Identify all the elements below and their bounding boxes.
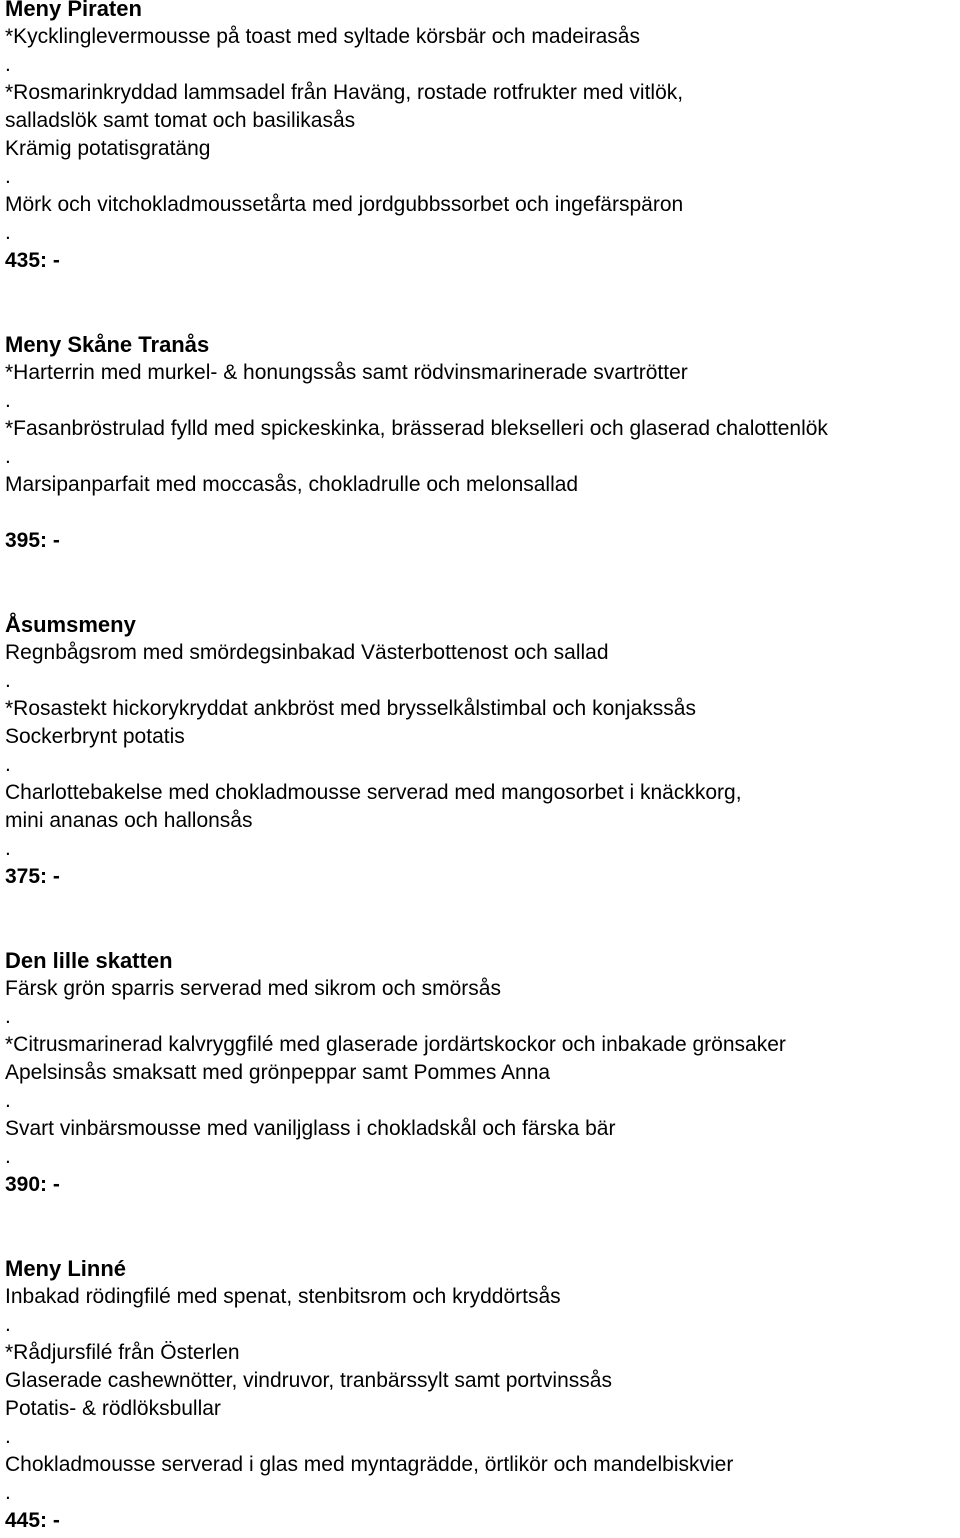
menu-separator: . [5, 1145, 11, 1168]
menu-line: Potatis- & rödlöksbullar [5, 1397, 221, 1420]
menu-line: Inbakad rödingfilé med spenat, stenbitsrom och kryddörtsås [5, 1285, 561, 1308]
menu-price: 445: - [5, 1509, 60, 1532]
menu-line: Regnbågsrom med smördegsinbakad Västerbottenost och sallad [5, 641, 609, 664]
menu-line: *Rosmarinkryddad lammsadel från Haväng, rostade rotfrukter med vitlök, [5, 81, 684, 104]
menu-title: Meny Skåne Tranås [5, 332, 210, 357]
menu-separator: . [5, 389, 11, 412]
menu-line: Krämig potatisgratäng [5, 137, 211, 160]
menu-separator: . [5, 669, 11, 692]
menu-price: 395: - [5, 529, 60, 552]
menu-line: *Fasanbröstrulad fylld med spickeskinka, brässerad blekselleri och glaserad chalottenlök [5, 417, 828, 440]
menu-line: Svart vinbärsmousse med vaniljglass i chokladskål och färska bär [5, 1117, 616, 1140]
menu-separator: . [5, 445, 11, 468]
menu-price: 390: - [5, 1173, 60, 1196]
menu-line: Apelsinsås smaksatt med grönpeppar samt Pommes Anna [5, 1061, 551, 1084]
menu-separator: . [5, 53, 11, 76]
menu-line: Chokladmousse serverad i glas med myntagrädde, örtlikör och mandelbiskvier [5, 1453, 734, 1476]
menu-line: Charlottebakelse med chokladmousse serverad med mangosorbet i knäckkorg, [5, 781, 742, 804]
menu-line: *Kycklinglevermousse på toast med syltade körsbär och madeirasås [5, 25, 640, 48]
menu-line: *Rosastekt hickorykryddat ankbröst med brysselkålstimbal och konjakssås [5, 697, 696, 720]
menu-price: 435: - [5, 249, 60, 272]
menu-title: Meny Linné [5, 1256, 127, 1281]
menu-line: *Harterrin med murkel- & honungssås samt rödvinsmarinerade svartrötter [5, 361, 688, 384]
menu-line: Sockerbrynt potatis [5, 725, 185, 748]
menu-separator: . [5, 221, 11, 244]
menu-line: *Rådjursfilé från Österlen [5, 1341, 240, 1364]
menu-separator: . [5, 1089, 11, 1112]
menu-separator: . [5, 837, 11, 860]
menu-line: Glaserade cashewnötter, vindruvor, tranbärssylt samt portvinssås [5, 1369, 612, 1392]
menu-line: Marsipanparfait med moccasås, chokladrulle och melonsallad [5, 473, 579, 496]
menu-section-piraten [5, 0, 955, 331]
menu-title: Meny Piraten [5, 0, 142, 21]
menu-price: 375: - [5, 865, 60, 888]
menu-section-den-lille-skatten [5, 947, 955, 1255]
menu-line: *Citrusmarinerad kalvryggfilé med glaserade jordärtskockor och inbakade grönsaker [5, 1033, 786, 1056]
menu-title: Åsumsmeny [5, 612, 136, 637]
menu-title: Den lille skatten [5, 948, 173, 973]
menu-section-asumsmeny [5, 611, 955, 947]
menu-line: mini ananas och hallonsås [5, 809, 253, 832]
menu-section-linne [5, 1255, 955, 1535]
menu-separator: . [5, 1313, 11, 1336]
menu-line: Färsk grön sparris serverad med sikrom och smörsås [5, 977, 501, 1000]
menu-section-skane-tranas [5, 331, 955, 611]
menu-separator: . [5, 1425, 11, 1448]
menu-separator: . [5, 1005, 11, 1028]
menu-separator: . [5, 165, 11, 188]
menu-separator: . [5, 1481, 11, 1504]
menu-line: Mörk och vitchokladmoussetårta med jordgubbssorbet och ingefärspäron [5, 193, 684, 216]
menu-separator: . [5, 753, 11, 776]
menu-document [5, 0, 955, 1535]
menu-line: salladslök samt tomat och basilikasås [5, 109, 356, 132]
